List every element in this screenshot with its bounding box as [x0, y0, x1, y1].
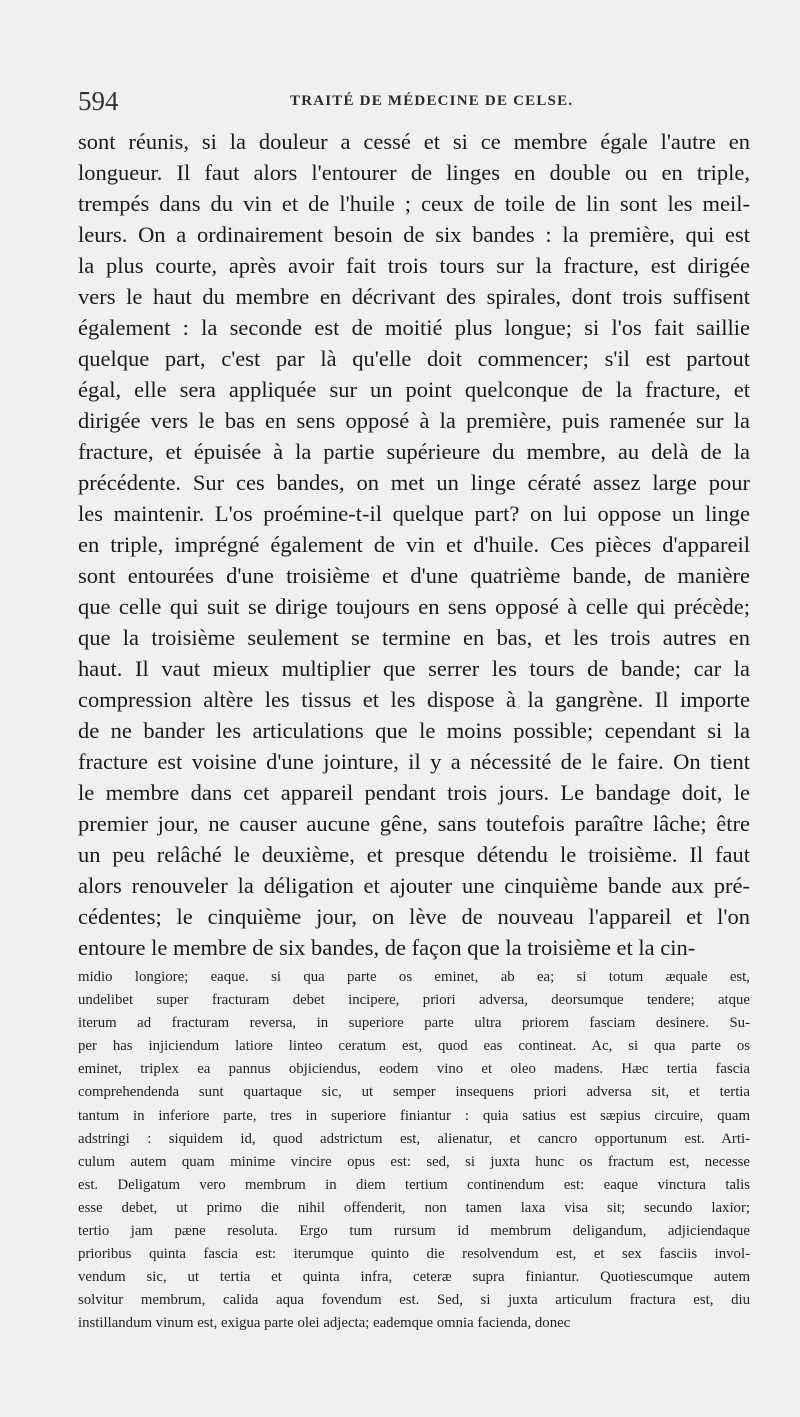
- note-line: esse debet, ut primo die nihil offenderit, non tamen laxa visa sit; secundo laxior;: [78, 1199, 750, 1216]
- text-line: fracture, et épuisée à la partie supérieure du membre, au delà de la: [78, 439, 750, 464]
- text-line: dirigée vers le bas en sens opposé à la première, puis ramenée sur la: [78, 408, 750, 433]
- note-line: tertio jam pæne resoluta. Ergo tum rursum id membrum deligandum, adjiciendaque: [78, 1223, 750, 1240]
- text-line: premier jour, ne causer aucune gêne, sans toutefois paraître lâche; être: [78, 811, 750, 836]
- note-line: comprehendenda sunt quartaque sic, ut semper insequens priori adversa sit, et tertia: [78, 1084, 750, 1101]
- note-line: midio longiore; eaque. si qua parte os eminet, ab ea; si totum æquale est,: [78, 969, 750, 985]
- text-line: que la troisième seulement se termine en bas, et les trois autres en: [78, 625, 750, 650]
- text-line: également : la seconde est de moitié plus longue; si l'os fait saillie: [78, 315, 750, 340]
- page-header: [78, 86, 750, 116]
- text-line: le membre dans cet appareil pendant trois jours. Le bandage doit, le: [78, 780, 750, 805]
- note-line: instillandum vinum est, exigua parte olei adjecta; eademque omnia facienda, donec: [78, 1315, 571, 1332]
- page-number: 594: [78, 86, 119, 116]
- note-line: adstringi : siquidem id, quod adstrictum est, alienatur, et cancro opportunum est. Arti-: [78, 1130, 750, 1147]
- text-line: sont entourées d'une troisième et d'une quatrième bande, de manière: [78, 563, 750, 588]
- text-line: quelque part, c'est par là qu'elle doit commencer; s'il est partout: [78, 346, 750, 371]
- text-line: vers le haut du membre en décrivant des spirales, dont trois suffisent: [78, 284, 750, 309]
- text-line: alors renouveler la déligation et ajouter une cinquième bande aux pré-: [78, 873, 750, 898]
- text-line: haut. Il vaut mieux multiplier que serrer les tours de bande; car la: [78, 656, 750, 681]
- text-line: précédente. Sur ces bandes, on met un linge cératé assez large pour: [78, 470, 750, 495]
- text-line: trempés dans du vin et de l'huile ; ceux de toile de lin sont les meil-: [78, 191, 750, 216]
- text-line: de ne bander les articulations que le moins possible; cependant si la: [78, 718, 750, 743]
- text-line: la plus courte, après avoir fait trois tours sur la fracture, est dirigée: [78, 253, 750, 278]
- note-line: iterum ad fracturam reversa, in superiore parte ultra priorem fasciam desinere. Su-: [78, 1015, 750, 1032]
- text-line: en triple, imprégné également de vin et d'huile. Ces pièces d'appareil: [78, 532, 750, 557]
- note-line: solvitur membrum, calida aqua fovendum est. Sed, si juxta articulum fractura est, diu: [78, 1292, 750, 1309]
- note-line: est. Deligatum vero membrum in diem tertium continendum est: eaque vinctura talis: [78, 1176, 750, 1193]
- text-line: un peu relâché le deuxième, et presque détendu le troisième. Il faut: [78, 842, 750, 867]
- text-line: que celle qui suit se dirige toujours en sens opposé à celle qui précède;: [78, 594, 750, 619]
- note-line: vendum sic, ut tertia et quinta infra, ceteræ supra finiantur. Quotiescumque autem: [78, 1269, 750, 1286]
- text-line: longueur. Il faut alors l'entourer de linges en double ou en triple,: [78, 160, 750, 185]
- latin-original-notes: [78, 966, 750, 1336]
- text-line: leurs. On a ordinairement besoin de six bandes : la première, qui est: [78, 222, 750, 247]
- text-line: sont réunis, si la douleur a cessé et si ce membre égale l'autre en: [78, 129, 750, 154]
- french-translation-text: [78, 126, 750, 963]
- running-title: TRAITÉ DE MÉDECINE DE CELSE.: [290, 93, 574, 109]
- note-line: eminet, triplex ea pannus objiciendus, eodem vino et oleo madens. Hæc tertia fascia: [78, 1061, 750, 1078]
- text-line: les maintenir. L'os proémine-t-il quelque part? on lui oppose un linge: [78, 501, 750, 526]
- text-line: entoure le membre de six bandes, de façon que la troisième et la cin-: [78, 935, 696, 960]
- note-line: per has injiciendum latiore linteo ceratum est, quod eas contineat. Ac, si qua parte os: [78, 1038, 750, 1055]
- note-line: tantum in inferiore parte, tres in superiore finiantur : quia satius est sæpius circuire, quam: [78, 1107, 750, 1124]
- text-line: égal, elle sera appliquée sur un point quelconque de la fracture, et: [78, 377, 750, 402]
- text-line: cédentes; le cinquième jour, on lève de nouveau l'appareil et l'on: [78, 904, 750, 929]
- text-line: compression altère les tissus et les dispose à la gangrène. Il importe: [78, 687, 750, 712]
- note-line: culum autem quam minime vincire opus est: sed, si juxta hunc os fractum est, necesse: [78, 1153, 750, 1170]
- note-line: prioribus quinta fascia est: iterumque quinto die resolvendum est, et sex fasciis invol-: [78, 1246, 750, 1263]
- note-line: undelibet super fracturam debet incipere, priori adversa, deorsumque tendere; atque: [78, 992, 750, 1009]
- text-line: fracture est voisine d'une jointure, il y a nécessité de le faire. On tient: [78, 749, 750, 774]
